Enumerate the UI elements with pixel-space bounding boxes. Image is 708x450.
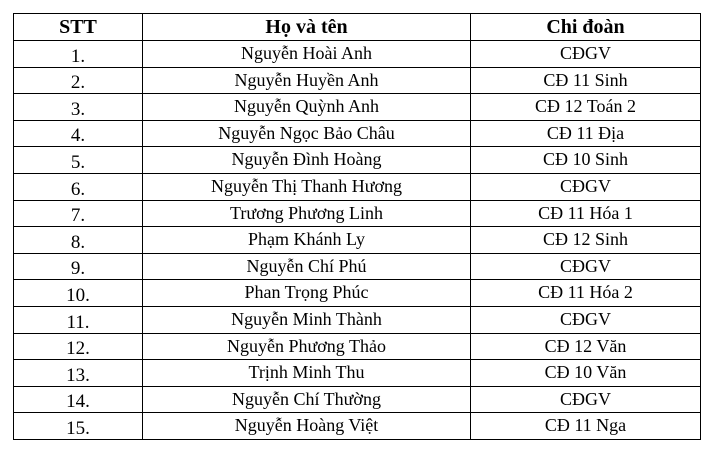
row-unit: CĐ 12 Văn bbox=[471, 333, 701, 360]
table-row bbox=[14, 333, 701, 360]
row-stt: 9. bbox=[14, 253, 143, 280]
row-stt: 11. bbox=[14, 306, 143, 333]
table-row bbox=[14, 280, 701, 307]
row-unit: CĐ 11 Hóa 1 bbox=[471, 200, 701, 227]
table-row bbox=[14, 253, 701, 280]
table-row bbox=[14, 200, 701, 227]
row-name: Nguyễn Quỳnh Anh bbox=[143, 94, 471, 121]
table-row bbox=[14, 306, 701, 333]
column-header-stt: STT bbox=[14, 14, 143, 41]
row-name: Nguyễn Huyền Anh bbox=[143, 67, 471, 94]
row-name: Trịnh Minh Thu bbox=[143, 360, 471, 387]
row-stt: 1. bbox=[14, 41, 143, 68]
table-row bbox=[14, 227, 701, 254]
row-name: Nguyễn Chí Phú bbox=[143, 253, 471, 280]
row-name: Phan Trọng Phúc bbox=[143, 280, 471, 307]
row-name: Nguyễn Minh Thành bbox=[143, 306, 471, 333]
row-stt: 6. bbox=[14, 173, 143, 200]
row-stt: 2. bbox=[14, 67, 143, 94]
row-stt: 13. bbox=[14, 360, 143, 387]
row-unit: CĐ 10 Văn bbox=[471, 360, 701, 387]
row-name: Nguyễn Hoài Anh bbox=[143, 41, 471, 68]
table-row bbox=[14, 120, 701, 147]
row-name: Nguyễn Chí Thường bbox=[143, 386, 471, 413]
row-name: Nguyễn Hoàng Việt bbox=[143, 413, 471, 440]
row-unit: CĐ 11 Hóa 2 bbox=[471, 280, 701, 307]
table-row bbox=[14, 94, 701, 121]
table-row bbox=[14, 360, 701, 387]
row-name: Nguyễn Đình Hoàng bbox=[143, 147, 471, 174]
row-unit: CĐ 12 Toán 2 bbox=[471, 94, 701, 121]
table-row bbox=[14, 386, 701, 413]
row-unit: CĐ 11 Nga bbox=[471, 413, 701, 440]
row-stt: 4. bbox=[14, 120, 143, 147]
row-unit: CĐ 10 Sinh bbox=[471, 147, 701, 174]
row-stt: 7. bbox=[14, 200, 143, 227]
row-unit: CĐGV bbox=[471, 306, 701, 333]
member-list-sheet bbox=[13, 13, 700, 440]
row-stt: 15. bbox=[14, 413, 143, 440]
member-table bbox=[13, 13, 701, 440]
column-header-unit: Chi đoàn bbox=[471, 14, 701, 41]
column-header-name: Họ và tên bbox=[143, 14, 471, 41]
row-stt: 3. bbox=[14, 94, 143, 121]
table-row bbox=[14, 413, 701, 440]
row-name: Trương Phương Linh bbox=[143, 200, 471, 227]
table-row bbox=[14, 147, 701, 174]
table-row bbox=[14, 67, 701, 94]
row-name: Nguyễn Phương Thảo bbox=[143, 333, 471, 360]
row-unit: CĐ 11 Địa bbox=[471, 120, 701, 147]
table-row bbox=[14, 173, 701, 200]
row-name: Phạm Khánh Ly bbox=[143, 227, 471, 254]
row-stt: 5. bbox=[14, 147, 143, 174]
row-name: Nguyễn Ngọc Bảo Châu bbox=[143, 120, 471, 147]
table-row bbox=[14, 41, 701, 68]
row-unit: CĐ 12 Sinh bbox=[471, 227, 701, 254]
row-unit: CĐGV bbox=[471, 386, 701, 413]
table-header-row bbox=[14, 14, 701, 41]
row-name: Nguyễn Thị Thanh Hương bbox=[143, 173, 471, 200]
row-unit: CĐ 11 Sinh bbox=[471, 67, 701, 94]
row-unit: CĐGV bbox=[471, 173, 701, 200]
row-stt: 14. bbox=[14, 386, 143, 413]
row-unit: CĐGV bbox=[471, 253, 701, 280]
row-stt: 12. bbox=[14, 333, 143, 360]
row-stt: 10. bbox=[14, 280, 143, 307]
row-unit: CĐGV bbox=[471, 41, 701, 68]
row-stt: 8. bbox=[14, 227, 143, 254]
